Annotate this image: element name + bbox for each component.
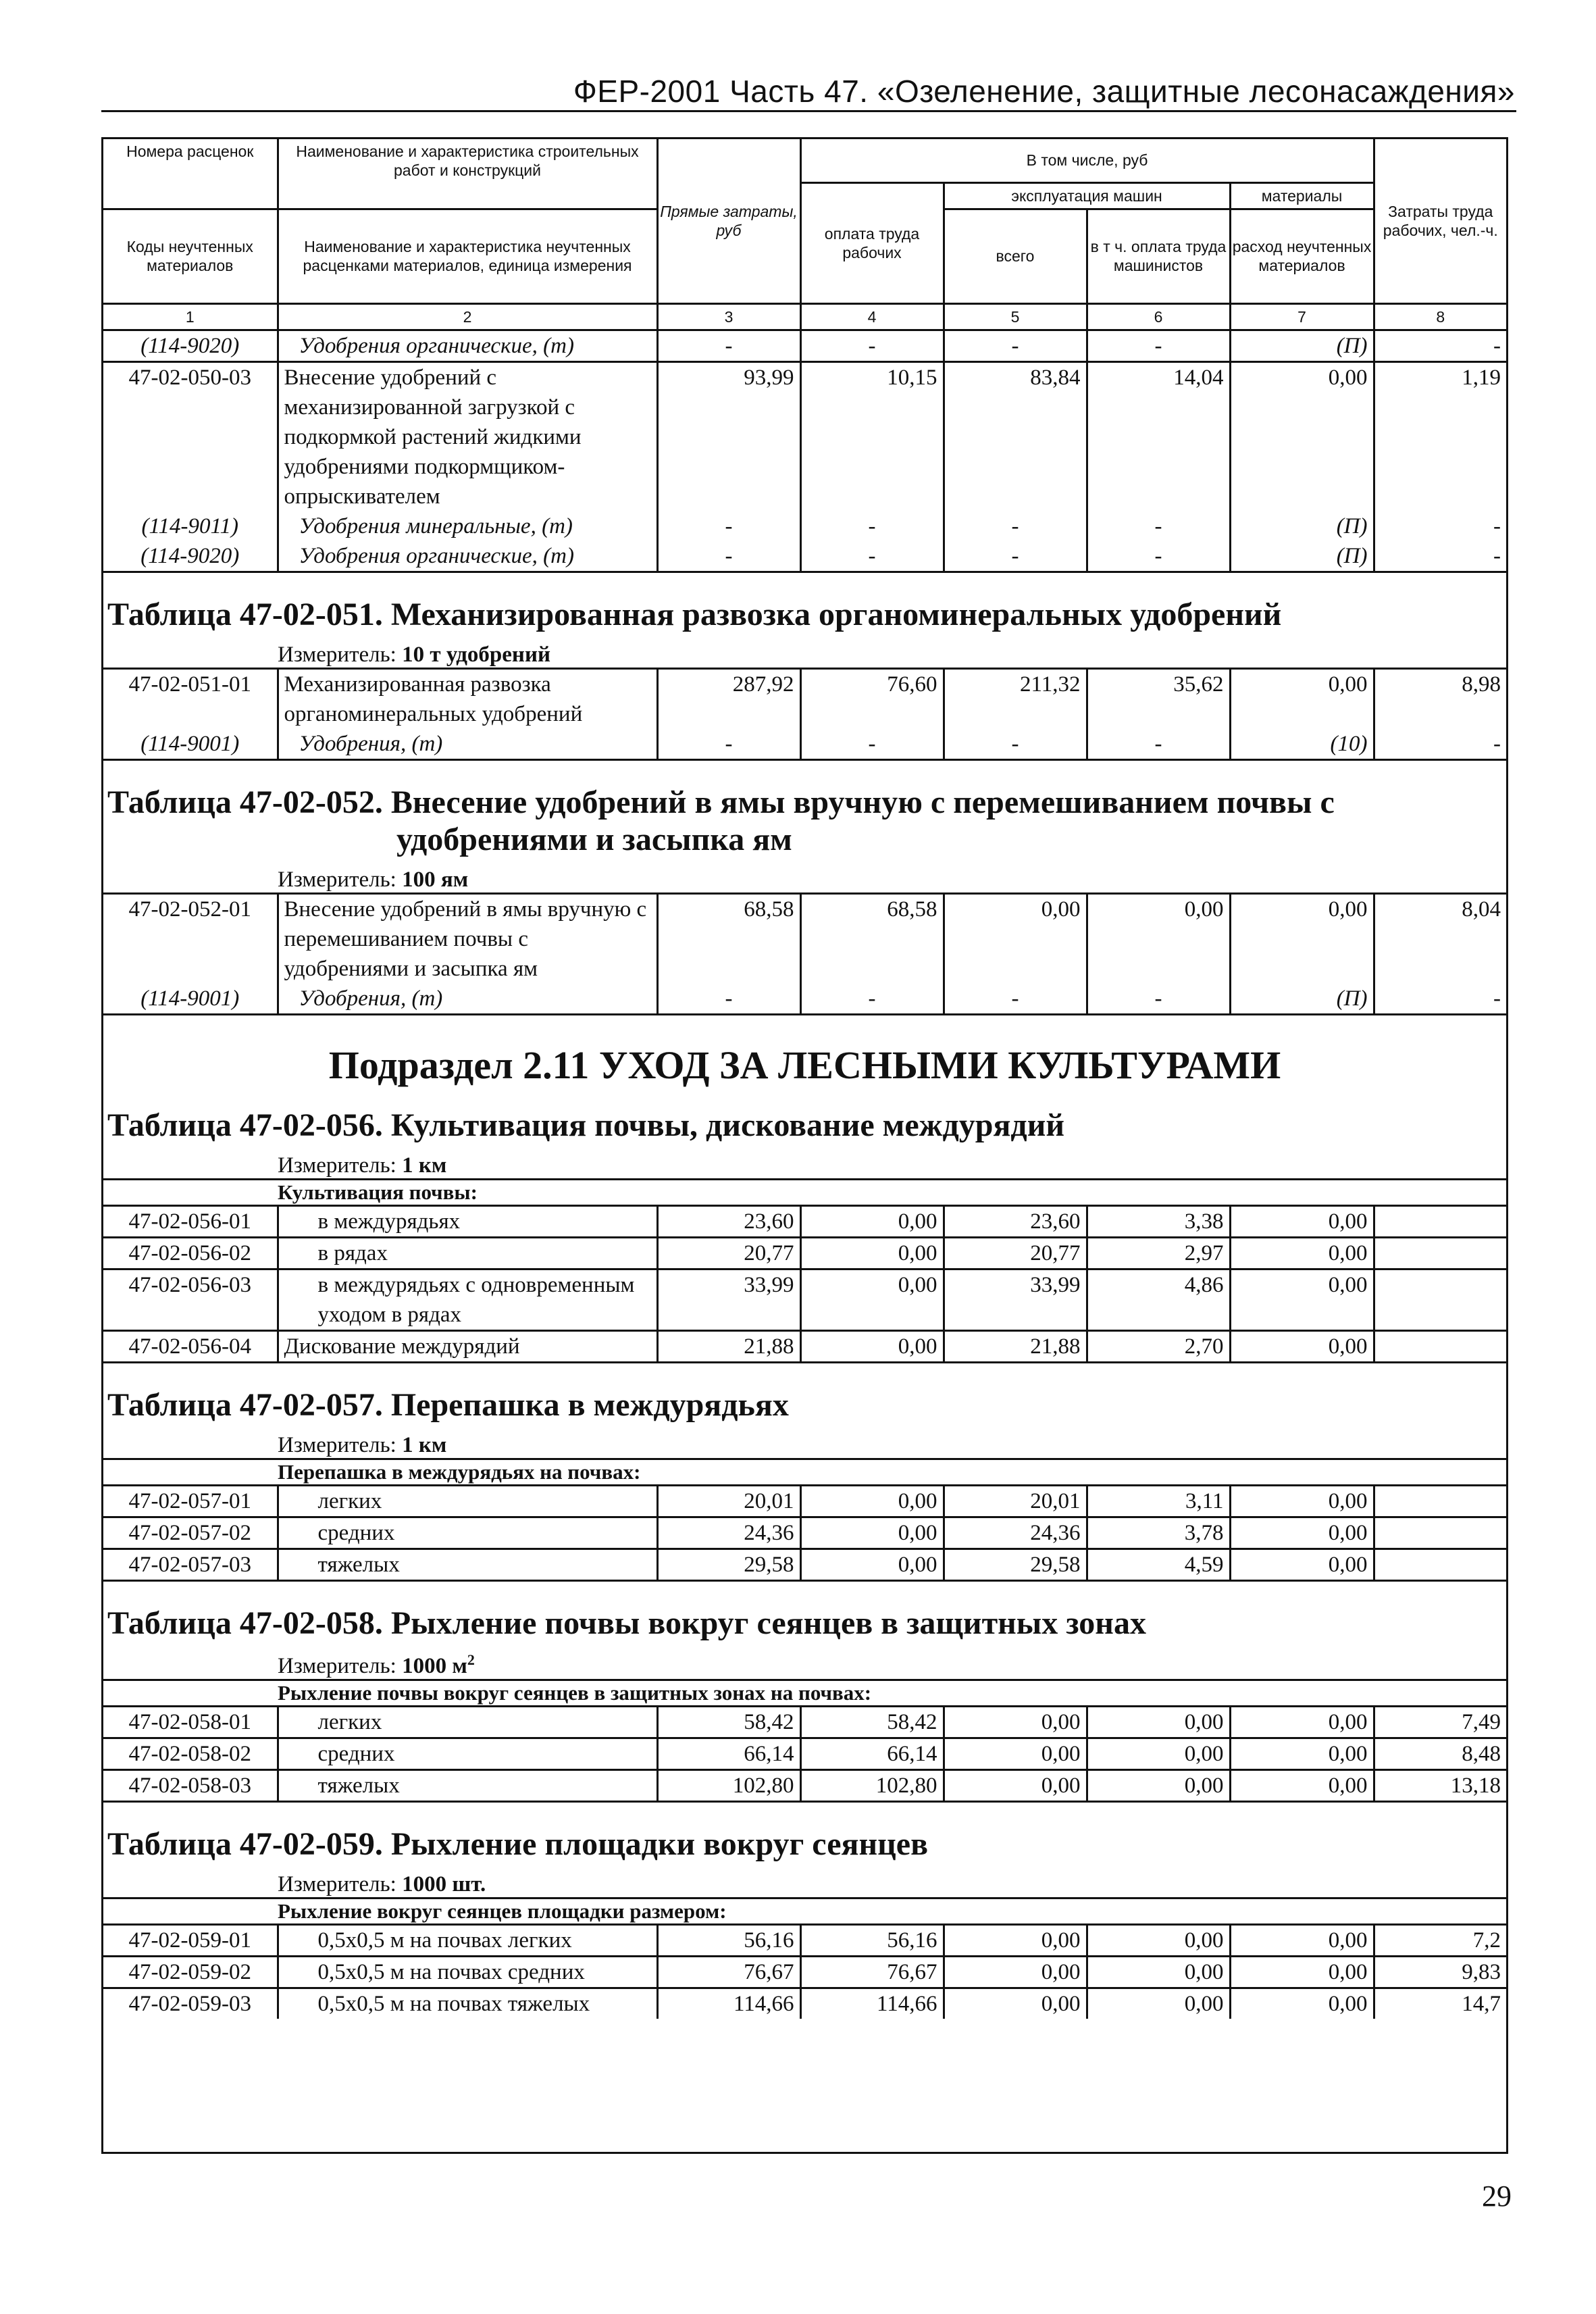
table-059-group: Рыхление вокруг сеянцев площадки размером:	[278, 1898, 727, 1923]
table-row: 47-02-059-02 0,5х0,5 м на почвах средних 76,67 76,67 0,00 0,00 0,00 9,83	[103, 1956, 1506, 1988]
table-row: (114-9011) Удобрения минеральные, (т) - - - - (П) -	[103, 511, 1506, 541]
continued-rows	[103, 331, 1506, 573]
table-row: 47-02-058-03 тяжелых 102,80 102,80 0,00 0,00 0,00 13,18	[103, 1769, 1506, 1801]
col-machines-header: эксплуатация машин	[944, 182, 1230, 209]
table-057	[103, 1484, 1506, 1582]
col-materials-unacc-header: расход неучтенных материалов	[1230, 209, 1374, 303]
page-number: 29	[1482, 2180, 1512, 2213]
table-row: (114-9001) Удобрения, (т) - - - - (П) -	[103, 984, 1506, 1015]
subsection-title: Подраздел 2.11 УХОД ЗА ЛЕСНЫМИ КУЛЬТУРАМИ	[328, 1042, 1281, 1087]
table-051	[103, 668, 1506, 761]
table-058	[103, 1705, 1506, 1803]
col-labor-header: Затраты труда рабочих, чел.-ч.	[1374, 139, 1506, 303]
table-059-measure: Измеритель: 1000 шт.	[103, 1868, 1506, 1899]
col-direct-header: Прямые затраты, руб	[657, 139, 800, 303]
table-row: 47-02-058-02 средних 66,14 66,14 0,00 0,00 0,00 8,48	[103, 1738, 1506, 1769]
table-row: 47-02-058-01 легких 58,42 58,42 0,00 0,00 0,00 7,49	[103, 1706, 1506, 1738]
table-row: 47-02-056-04 Дискование междурядий 21,88 0,00 21,88 2,70 0,00	[103, 1330, 1506, 1362]
col-including-header: В том числе, руб	[800, 139, 1374, 182]
table-row: 47-02-051-01 Механизированная развозка органоминеральных удобрений 287,92 76,60 211,32 35,62 0,00 8,98	[103, 668, 1506, 729]
col-machines-total-header: всего	[944, 209, 1087, 303]
col-materials-header: материалы	[1230, 182, 1374, 209]
table-056-group: Культивация почвы:	[278, 1180, 478, 1204]
col-codes-sub-header: Коды неучтенных материалов	[126, 238, 253, 274]
table-058-title: Таблица 47-02-058. Рыхление почвы вокруг сеянцев в защитных зонах	[107, 1605, 1146, 1641]
table-052-title-line2: удобрениями и засыпка ям	[396, 821, 792, 857]
table-058-group: Рыхление почвы вокруг сеянцев в защитных зонах на почвах:	[278, 1680, 872, 1705]
col-name-header: Наименование и характеристика строительных работ и конструкций	[278, 139, 657, 182]
column-numbers-row: 1 2 3 4 5 6 7 8	[103, 303, 1506, 330]
col-laborpay-header: оплата труда рабочих	[800, 182, 944, 303]
table-row: 47-02-056-03 в междурядьях с одновременным уходом в рядах 33,99 0,00 33,99 4,86 0,00	[103, 1269, 1506, 1330]
table-051-measure: Измеритель: 10 т удобрений	[278, 642, 550, 667]
col-name-sub-header: Наименование и характеристика неучтенных расценками материалов, единица измерения	[278, 209, 657, 303]
table-059	[103, 1923, 1506, 2019]
table-057-title: Таблица 47-02-057. Перепашка в междурядьях	[107, 1386, 789, 1423]
table-row: 47-02-057-01 легких 20,01 0,00 20,01 3,11 0,00	[103, 1485, 1506, 1517]
col-drivers-header: в т ч. оплата труда машинистов	[1087, 209, 1230, 303]
table-052	[103, 892, 1506, 1015]
table-058-measure: Измеритель: 1000 $м^2$	[103, 1647, 1506, 1681]
table-051-title: Таблица 47-02-051. Механизированная развозка органоминеральных удобрений	[107, 596, 1282, 632]
table-057-group: Перепашка в междурядьях на почвах:	[278, 1459, 641, 1484]
table-052-title: Таблица 47-02-052. Внесение удобрений в ямы вручную с перемешиванием почвы с	[107, 784, 1335, 820]
table-row: 47-02-059-03 0,5х0,5 м на почвах тяжелых 114,66 114,66 0,00 0,00 0,00 14,7	[103, 1988, 1506, 2019]
column-header	[103, 139, 1506, 331]
table-row: (114-9020) Удобрения органические, (т) - - - - (П) -	[103, 331, 1506, 362]
table-row: (114-9001) Удобрения, (т) - - - - (10) -	[103, 729, 1506, 760]
table-row: 47-02-056-01 в междурядьях 23,60 0,00 23,60 3,38 0,00	[103, 1205, 1506, 1237]
table-row: (114-9020) Удобрения органические, (т) - - - - (П) -	[103, 541, 1506, 572]
table-056	[103, 1205, 1506, 1363]
table-052-measure: Измеритель: 100 ям	[278, 867, 469, 892]
table-row: 47-02-057-03 тяжелых 29,58 0,00 29,58 4,59 0,00	[103, 1549, 1506, 1580]
table-057-measure: Измеритель: 1 км	[103, 1429, 1506, 1460]
table-row: 47-02-052-01 Внесение удобрений в ямы вручную с перемешиванием почвы с удобрениями и засыпка ям 68,58 68,58 0,00 0,00 0,00 8,04	[103, 893, 1506, 984]
table-row: 47-02-057-02 средних 24,36 0,00 24,36 3,78 0,00	[103, 1517, 1506, 1549]
col-codes-header: Номера расценок	[126, 143, 254, 160]
table-056-measure: Измеритель: 1 км	[103, 1149, 1506, 1180]
table-059-title: Таблица 47-02-059. Рыхление площадки вокруг сеянцев	[107, 1826, 928, 1862]
table-row: 47-02-059-01 0,5х0,5 м на почвах легких 56,16 56,16 0,00 0,00 0,00 7,2	[103, 1924, 1506, 1956]
rates-table-frame	[101, 137, 1508, 2154]
table-row: 47-02-050-03 Внесение удобрений с механизированной загрузкой с подкормкой растений жидкими удобрениями подкормщиком-опрыскивателем 93,99 10,15 83,84 14,04 0,00 1,19	[103, 361, 1506, 511]
table-056-title: Таблица 47-02-056. Культивация почвы, дискование междурядий	[107, 1107, 1065, 1143]
running-header: ФЕР-2001 Часть 47. «Озеленение, защитные лесонасаждения»	[573, 74, 1515, 109]
table-row: 47-02-056-02 в рядах 20,77 0,00 20,77 2,97 0,00	[103, 1237, 1506, 1269]
header-rule	[101, 110, 1516, 112]
